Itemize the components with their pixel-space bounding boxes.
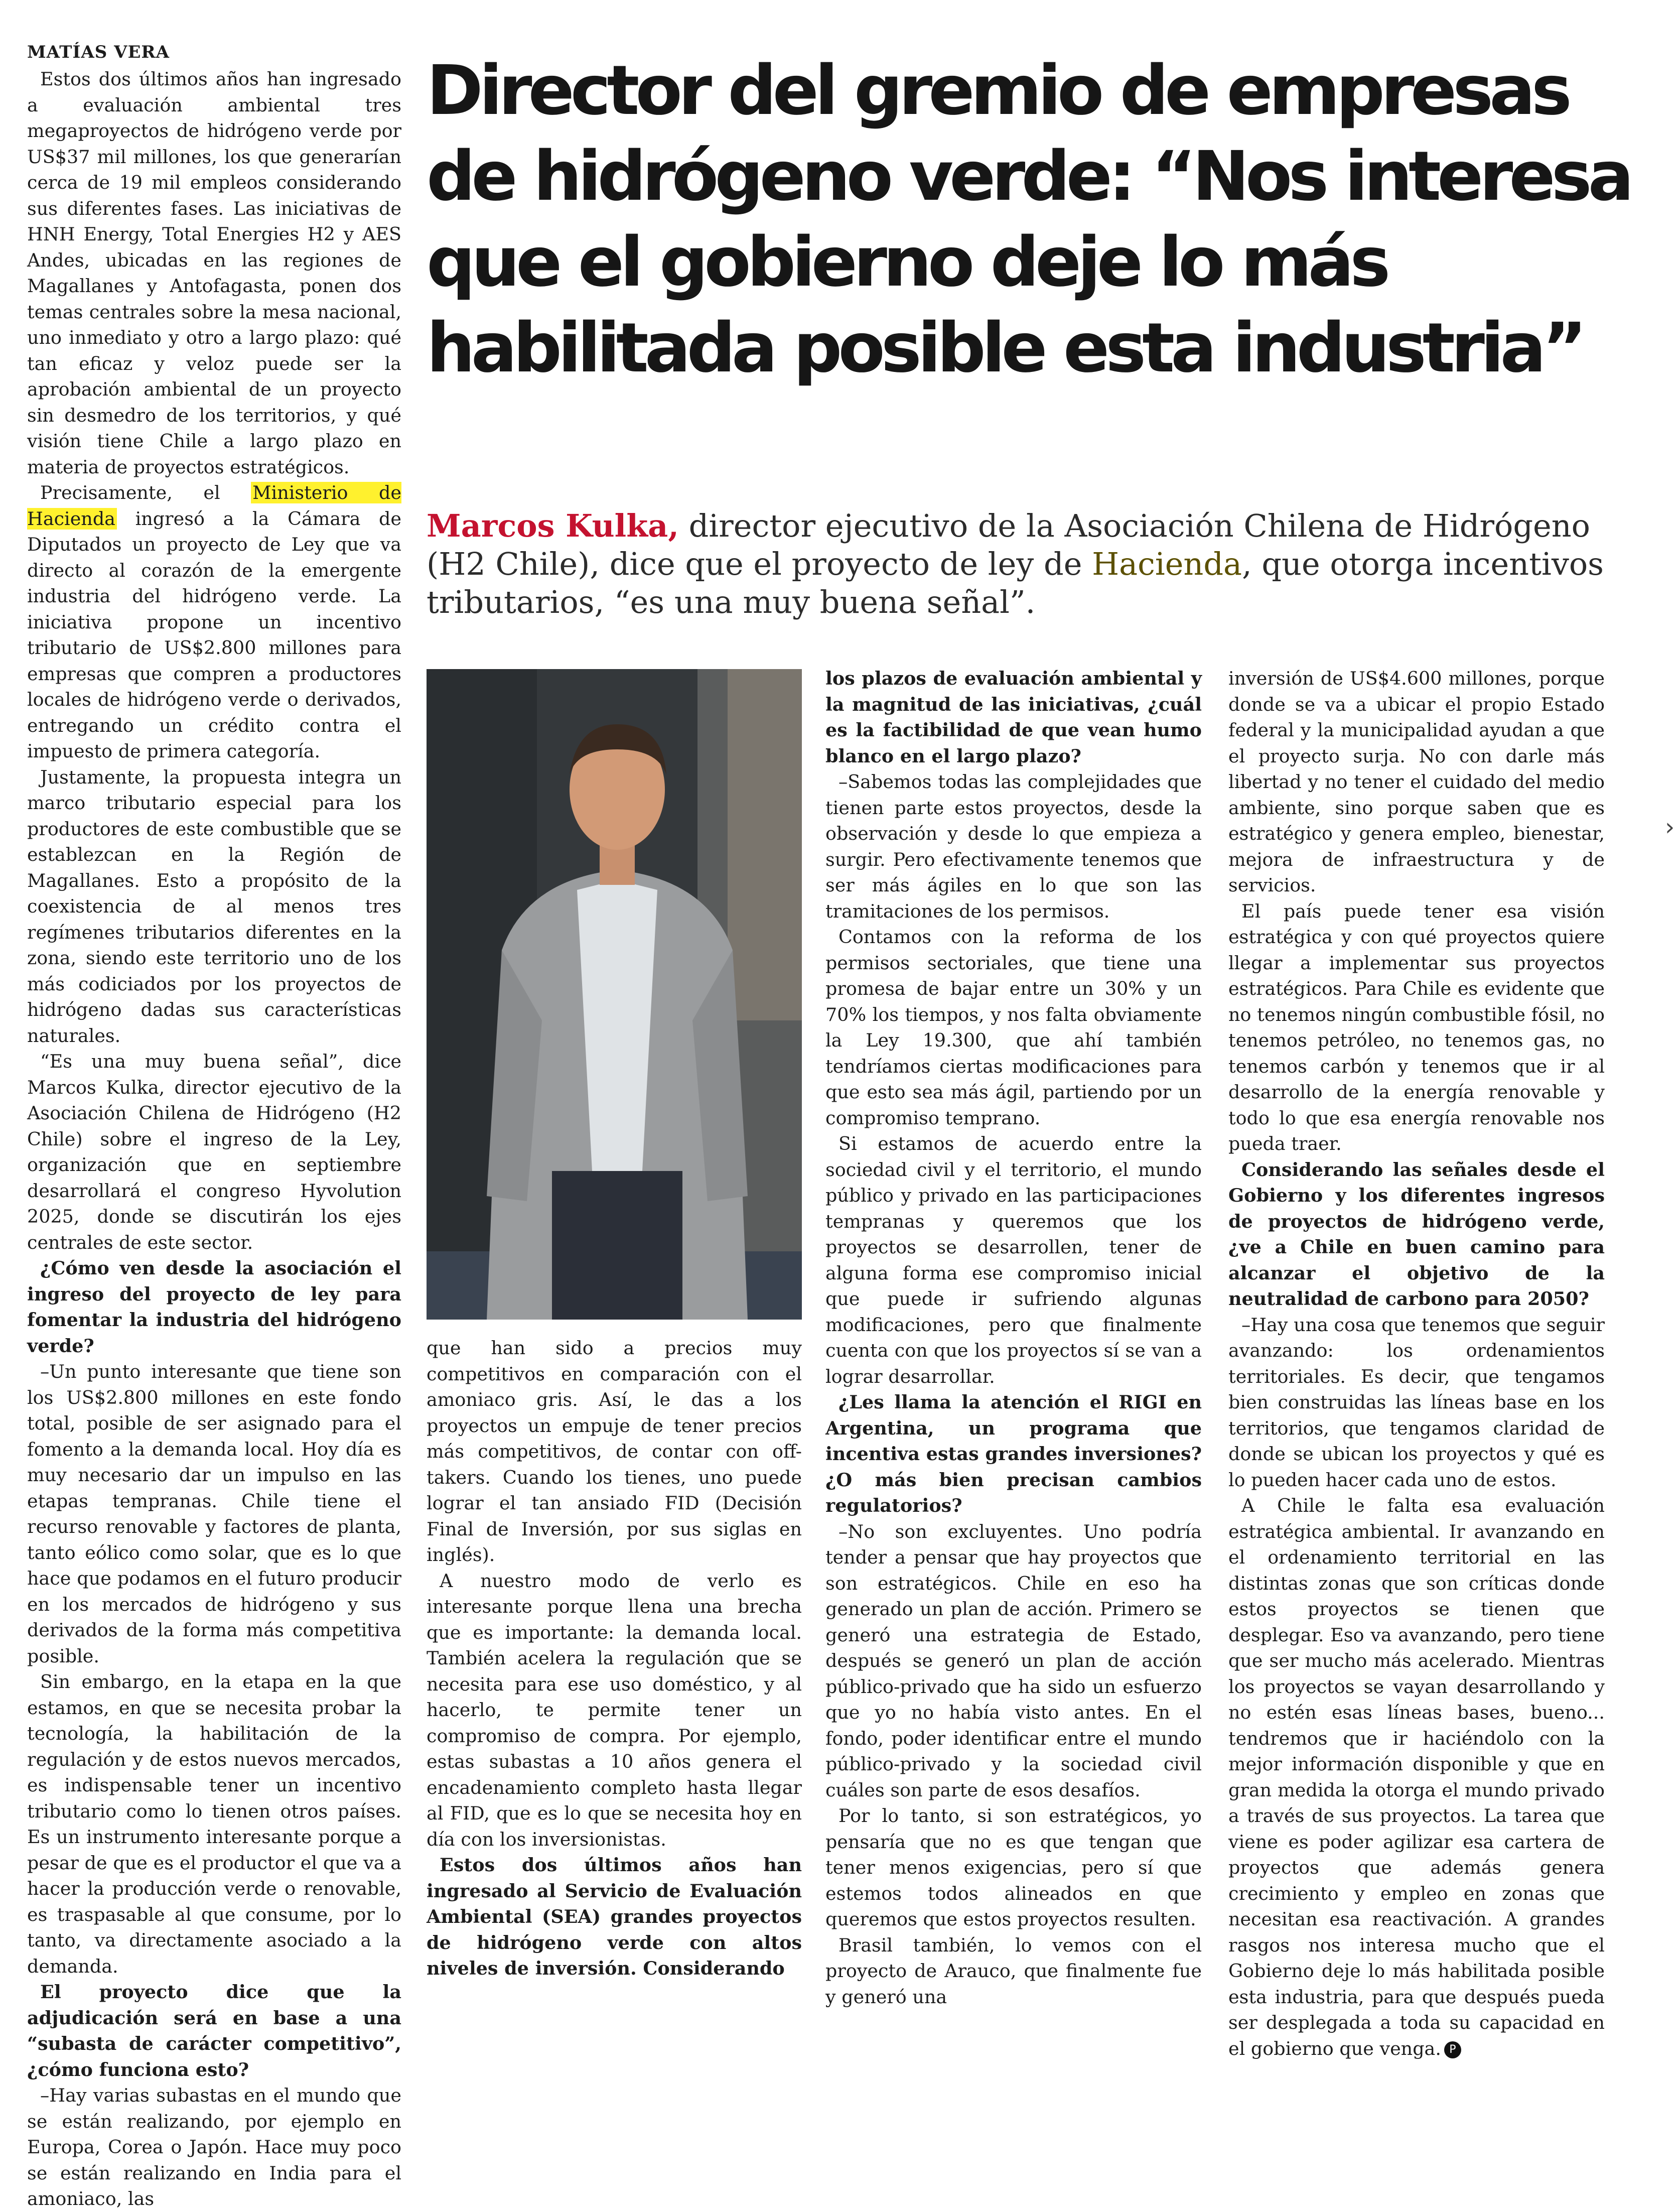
paragraph: –Un punto interesante que tiene son los US$2.800 millones en este fondo total, posible de ser asignado para el fomento a la demanda local. Hoy día es muy necesario dar un impulso en las etapas tempranas. Chile tiene el recurso renovable y factores de planta, tanto eólico como solar, que es lo que hace que podamos en el futuro producir en los mercados de hidrógeno y sus derivados de la forma más competitiva posible. xyxy=(27,1361,401,1667)
column-1 xyxy=(27,66,401,2212)
paragraph: inversión de US$4.600 millones, porque donde se va a ubicar el propio Estado federal y la municipalidad ayudan a que el proyecto surja. No con darle más libertad y no tener el cuidado del medio ambiente, sino porque saben que es estratégico y genera empleo, bienestar, mejora de infraestructura y de servicios. xyxy=(1228,668,1605,896)
paragraph: “Es una muy buena señal”, dice Marcos Kulka, director ejecutivo de la Asociación Chilena de Hidrógeno (H2 Chile) sobre el ingreso de la Ley, organización que en septiembre desarrollará el congreso Hyvolution 2025, donde se discutirán los ejes centrales de este sector. xyxy=(27,1051,401,1253)
lede-text-2: , que otorga incentivos tributarios, “es una muy buena señal”. xyxy=(427,546,1604,620)
portrait-photo xyxy=(427,669,802,1320)
paragraph-text: ingresó a la Cámara de Diputados un proyecto de Ley que va directo al corazón de la emergente industria del hidrógeno verde. La iniciativa propone un incentivo tributario de US$2.800 millones para empresas que compren a productores locales de hidrógeno verde o derivados, entregando un crédito contra el impuesto de primera categoría. xyxy=(27,507,401,762)
column-2 xyxy=(427,1335,802,1982)
paragraph xyxy=(27,480,401,764)
paragraph-text: A Chile le falta esa evaluación estratégica ambiental. Ir avanzando en el ordenamiento territorial en las distintas zonas que son críticas donde estos proyectos se tienen que desplegar. Eso va avanzando, pero tiene que ser mucho más acelerado. Mientras los proyectos se vayan desarrollando y no estén esas líneas bases, bueno... tendremos que ir haciéndolo con la mejor información disponible y que en gran medida la otorga el mundo privado a través de sus proyectos. La tarea que viene es poder agilizar esa cartera de proyectos que además genera crecimiento y empleo en zonas que necesitan esa reactivación. A grandes rasgos nos interesa mucho que el Gobierno deje lo más habilitada posible esta industria, para que después pueda ser desplegada a toda su capacidad en el gobierno que venga. xyxy=(1228,1495,1605,2059)
lede xyxy=(427,507,1621,621)
lede-text-1: director ejecutivo de la Asociación Chilena de Hidrógeno (H2 Chile), dice que el proyecto de ley de xyxy=(427,507,1591,582)
paragraph-text: Precisamente, el xyxy=(40,482,220,503)
paragraph: Contamos con la reforma de los permisos sectoriales, que tiene una promesa de bajar entre un 30% y un 70% los tiempos, y nos falta obviamente la Ley 19.300, que ahí también tendríamos ciertas modificaciones para que esto sea más ágil, partiendo por un compromiso temprano. xyxy=(825,926,1202,1129)
column-3 xyxy=(825,666,1202,2010)
paragraph: –Hay varias subastas en el mundo que se están realizando, por ejemplo en Europa, Corea o Japón. Hace muy poco se están realizando en India para el amoniaco, las xyxy=(27,2085,401,2209)
paragraph: Por lo tanto, si son estratégicos, yo pensaría que no es que tengan que tener menos exigencias, pero sí que estemos todos alineados en que queremos que estos proyectos resulten. xyxy=(825,1805,1202,1930)
paragraph: Justamente, la propuesta integra un marco tributario especial para los productores de este combustible que se establezcan en la Región de Magallanes. Esto a propósito de la coexistencia de al menos tres regímenes tributarios diferentes en la zona, siendo este territorio uno de los más codiciados por los proyectos de hidrógeno dadas sus características naturales. xyxy=(27,766,401,1047)
interview-question: El proyecto dice que la adjudicación será en base a una “subasta de carácter competitivo”, ¿cómo funciona esto? xyxy=(27,1981,401,2080)
chevron-right-icon[interactable]: › xyxy=(1665,813,1675,841)
paragraph: Sin embargo, en la etapa en la que estamos, en que se necesita probar la tecnología, la habilitación de la regulación y de estos nuevos mercados, es indispensable tener un incentivo tributario como lo tienen otros países. Es un instrumento interesante porque a pesar de que es el productor el que va a hacer la producción verde o renovable, es traspasable al que consume, por lo tanto, va directamente asociado a la demanda. xyxy=(27,1671,401,1977)
lede-name: Marcos Kulka, xyxy=(427,507,679,544)
paragraph: –Hay una cosa que tenemos que seguir avanzando: los ordenamientos territoriales. Es decir, que tengamos bien construidas las líneas base en los territorios, que tengamos claridad de donde se ubican los proyectos y qué es lo pueden hacer cada uno de estos. xyxy=(1228,1314,1605,1491)
paragraph: Brasil también, lo vemos con el proyecto de Arauco, que finalmente fue y generó una xyxy=(825,1934,1202,2008)
portrait-illustration xyxy=(427,669,802,1320)
byline: MATÍAS VERA xyxy=(27,42,170,62)
interview-question: Estos dos últimos años han ingresado al Servicio de Evaluación Ambiental (SEA) grandes proyectos de hidrógeno verde con altos niveles de inversión. Considerando xyxy=(427,1854,802,1979)
interview-question: los plazos de evaluación ambiental y la magnitud de las iniciativas, ¿cuál es la factibilidad de que vean humo blanco en el largo plazo? xyxy=(825,668,1202,767)
publication-end-icon: P xyxy=(1444,2041,1461,2058)
paragraph: El país puede tener esa visión estratégica y con qué proyectos quiere llegar a implementar sus proyectos estratégicos. Para Chile es evidente que no tenemos ningún combustible fósil, no tenemos petróleo, no tenemos gas, no tenemos carbón y tenemos que ir al desarrollo de la energía renovable y todo lo que esa energía renovable nos pueda traer. xyxy=(1228,900,1605,1154)
paragraph: –Sabemos todas las complejidades que tienen parte estos proyectos, desde la observación y desde lo que empieza a surgir. Pero efectivamente tenemos que ser más ágiles en lo que son las tramitaciones de los permisos. xyxy=(825,771,1202,922)
paragraph xyxy=(1228,1493,1605,2061)
interview-question: ¿Cómo ven desde la asociación el ingreso del proyecto de ley para fomentar la industria del hidrógeno verde? xyxy=(27,1257,401,1357)
paragraph: Estos dos últimos años han ingresado a evaluación ambiental tres megaproyectos de hidrógeno verde por US$37 mil millones, los que generarían cerca de 19 mil empleos considerando sus diferentes fases. Las iniciativas de HNH Energy, Total Energies H2 y AES Andes, ubicadas en las regiones de Magallanes y Antofagasta, ponen dos temas centrales sobre la mesa nacional, uno inmediato y otro a largo plazo: qué tan eficaz y veloz puede ser la aprobación ambiental de un proyecto sin desmedro de los territorios, y qué visión tiene Chile a largo plazo en materia de proyectos estratégicos. xyxy=(27,68,401,478)
column-4 xyxy=(1228,666,1605,2061)
paragraph: A nuestro modo de verlo es interesante porque llena una brecha que es importante: la demanda local. También acelera la regulación que se necesita para ese uso doméstico, y al hacerlo, te permite tener un compromiso de compra. Por ejemplo, estas subastas a 10 años genera el encadenamiento completo hasta llegar al FID, que es lo que se necesita hoy en día con los inversionistas. xyxy=(427,1570,802,1850)
lede-hacienda: Hacienda xyxy=(1092,546,1242,582)
headline: Director del gremio de empresas de hidrógeno verde: “Nos interesa que el gobierno deje lo más habilitada posible esta industria” xyxy=(427,51,1630,388)
interview-question: Considerando las señales desde el Gobierno y los diferentes ingresos de proyectos de hidrógeno verde, ¿ve a Chile en buen camino para alcanzar el objetivo de la neutralidad de carbono para 2050? xyxy=(1228,1158,1605,1310)
paragraph: que han sido a precios muy competitivos en comparación con el amoniaco gris. Así, le das a los proyectos un empuje de tener precios más competitivos, de contar con off-takers. Cuando los tienes, uno puede lograr el tan ansiado FID (Decisión Final de Inversión, por sus siglas en inglés). xyxy=(427,1337,802,1566)
interview-question: ¿Les llama la atención el RIGI en Argentina, un programa que incentiva estas grandes inversiones? ¿O más bien precisan cambios regulatorios? xyxy=(825,1391,1202,1516)
paragraph: Si estamos de acuerdo entre la sociedad civil y el territorio, el mundo público y privado en las participaciones tempranas y queremos que los proyectos se desarrollen, tener de alguna forma ese compromiso inicial que puede ir sufriendo algunas modificaciones, pero que finalmente cuenta con que los proyectos sí se van a lograr desarrollar. xyxy=(825,1133,1202,1387)
highlight-ministerio: Ministerio de Hacienda xyxy=(27,482,401,530)
paragraph: –No son excluyentes. Uno podría tender a pensar que hay proyectos que son estratégicos. Chile en eso ha generado un plan de acción. Primero se generó una estrategia de Estado, después se generó un plan de acción público-privado que ha sido un esfuerzo que yo no había visto antes. En el fondo, poder identificar entre el mundo público-privado y la sociedad civil cuáles son parte de esos desafíos. xyxy=(825,1520,1202,1801)
